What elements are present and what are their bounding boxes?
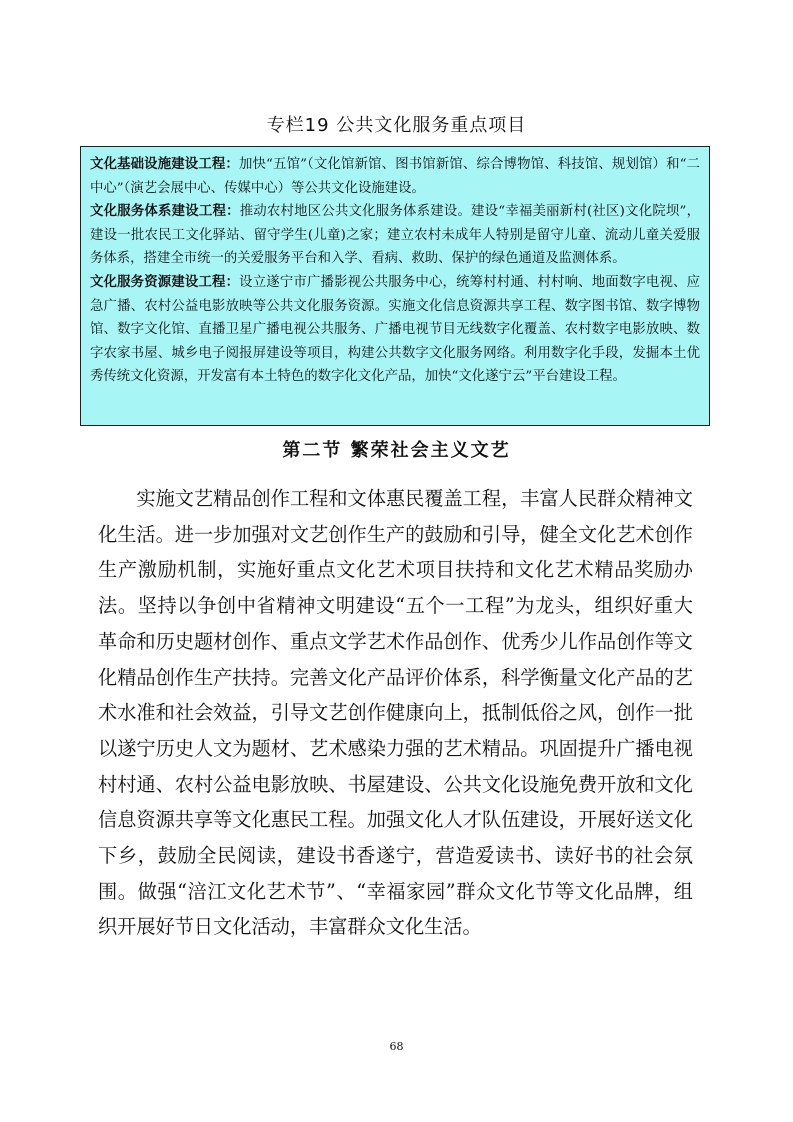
box-item-heading: 文化服务体系建设工程： — [90, 203, 240, 220]
box-item-heading: 文化服务资源建设工程： — [90, 273, 240, 290]
box-item-heading: 文化基础设施建设工程： — [90, 156, 239, 172]
page-number: 68 — [389, 1040, 404, 1053]
box-item-service-resources — [90, 271, 700, 389]
box-item-text: 加快“五馆”（文化馆新馆、图书馆新馆、综合博物馆、科技馆、规划馆）和“二中心”（演艺会展中心、传媒中心）等公共文化设施建设。 — [90, 157, 700, 196]
body-paragraph: 实施文艺精品创作工程和文体惠民覆盖工程，丰富人民群众精神文化生活。进一步加强对文艺创作生产的鼓励和引导，健全文化艺术创作生产激励机制，实施好重点文化艺术项目扶持和文化艺术精品奖励办法。坚持以争创中省精神文明建设“五个一工程”为龙头，组织好重大革命和历史题材创作、重点文学艺术作品创作、优秀少儿作品创作等文化精品创作生产扶持。完善文化产品评价体系，科学衡量文化产品的艺术水准和社会效益，引导文艺创作健康向上，抵制低俗之风，创作一批以遂宁历史人文为题材、艺术感染力强的艺术精品。巩固提升广播电视村村通、农村公益电影放映、书屋建设、公共文化设施免费开放和文化信息资源共享等文化惠民工程。加强文化人才队伍建设，开展好送文化下乡，鼓励全民阅读，建设书香遂宁，营造爱读书、读好书的社会氛围。做强“涪江文化艺术节”、“幸福家园”群众文化节等文化品牌，组织开展好节日文化活动，丰富群众文化生活。 — [98, 487, 693, 939]
box-item-service-system — [90, 200, 700, 271]
project-box — [80, 146, 710, 426]
box-title: 专栏19 公共文化服务重点项目 — [266, 115, 527, 136]
box-item-text: 设立遂宁市广播影视公共服务中心，统筹村村通、村村响、地面数字电视、应急广播、农村公益电影放映等公共文化服务资源。实施文化信息资源共享工程、数字图书馆、数字博物馆、数字文化馆、直播卫星广播电视公共服务、广播电视节目无线数字化覆盖、农村数字电影放映、数字农家书屋、城乡电子阅报屏建设等项目，构建公共数字文化服务网络。利用数字化手段，发掘本土优秀传统文化资源，开发富有本土特色的数字化文化产品，加快“文化遂宁云”平台建设工程。 — [90, 274, 701, 385]
box-item-text: 推动农村地区公共文化服务体系建设。建设“幸福美丽新村(社区)文化院坝”，建设一批农民工文化驿站、留守学生(儿童)之家；建立农村未成年人特别是留守儿童、流动儿童关爱服务体系，搭建全市统一的关爱服务平台和入学、看病、救助、保护的绿色通道及监测体系。 — [90, 204, 700, 267]
section-title: 第二节 繁荣社会主义文艺 — [282, 440, 511, 461]
box-item-infrastructure — [90, 153, 700, 200]
